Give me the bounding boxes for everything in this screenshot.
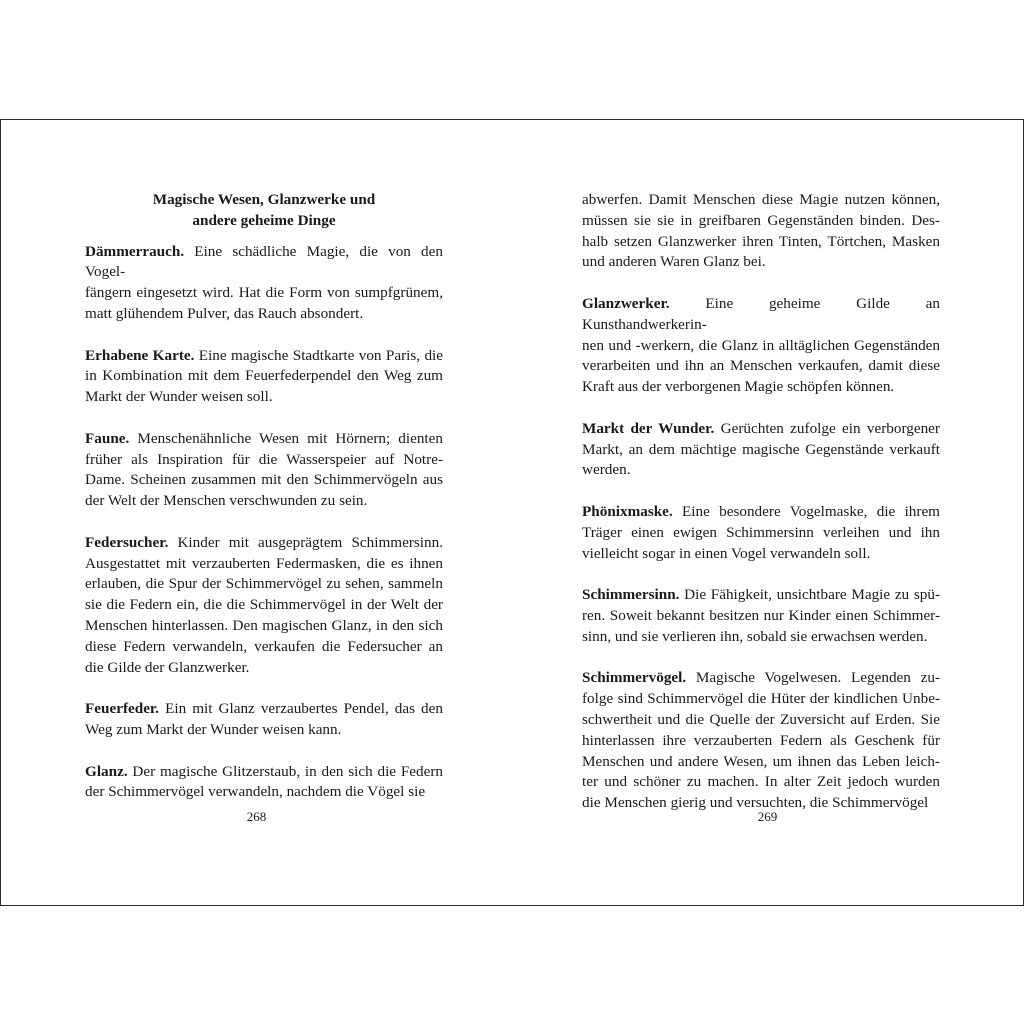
entry-line: diese Federn verwandeln, verkaufen die Federsucher an <box>85 637 443 655</box>
entry-term: Schimmervögel. <box>582 669 687 687</box>
entry-line: werden. <box>582 461 631 479</box>
entry-line: Markt der Wunder. Gerüchten zufolge ein verborgener <box>582 419 940 437</box>
entry-line: Schimmersinn. Die Fähigkeit, unsichtbare Magie zu spü- <box>582 586 940 604</box>
entry-line: Feuerfeder. Ein mit Glanz verzaubertes Pendel, das den <box>85 700 443 718</box>
entry-line: Federsucher. Kinder mit ausgeprägtem Schimmersinn. <box>85 533 443 551</box>
entry-line: ren. Soweit bekannt besitzen nur Kinder einen Schimmer- <box>582 606 940 624</box>
entry-line: früher als Inspiration für die Wasserspeier auf Notre- <box>85 450 443 468</box>
entry-term: Glanzwerker. <box>582 294 670 312</box>
glossary-entry <box>582 502 940 564</box>
entry-line: Menschen und andere Wesen, um ihnen das Leben leich- <box>582 752 940 770</box>
entry-line: verarbeiten und ihn an Menschen verkaufen, damit diese <box>582 357 940 375</box>
page-number: 268 <box>246 809 267 824</box>
glossary-entry <box>85 762 443 804</box>
glossary-entry <box>85 346 443 408</box>
glossary-entry <box>582 190 940 273</box>
entry-line: Ausgestattet mit verzauberten Federmasken, die es ihnen <box>85 554 443 572</box>
entry-line: der Schimmervögel verwandeln, nachdem die Vögel sie <box>85 783 426 801</box>
entry-line: ter und schöner zu machen. In alter Zeit jedoch wurden <box>582 773 940 791</box>
title-line: andere geheime Dinge <box>192 211 336 229</box>
entry-line: abwerfen. Damit Menschen diese Magie nutzen können, <box>582 191 940 208</box>
entry-line: der Welt der Menschen verschwunden zu sein. <box>85 492 368 510</box>
entry-line: folge sind Schimmervögel die Hüter der kindlichen Unbe- <box>582 690 940 708</box>
entry-line: Phönixmaske. Eine besondere Vogelmaske, die ihrem <box>582 502 940 520</box>
left-page <box>0 120 512 905</box>
entry-line: und anderen Waren Glanz bei. <box>582 253 766 271</box>
entry-term: Feuerfeder. <box>85 700 160 718</box>
entry-line: müssen sie sie in greifbaren Gegenständen binden. Des- <box>582 211 940 229</box>
entry-line: halb setzen Glanzwerker ihren Tinten, Törtchen, Masken <box>582 232 940 250</box>
entry-line: sinn, und sie verlieren ihn, sobald sie erwachsen werden. <box>582 627 928 645</box>
entry-term: Phönixmaske. <box>582 502 673 520</box>
entry-line: Kraft aus der verborgenen Magie schöpfen können. <box>582 378 895 396</box>
entry-line: Menschen hinterlassen. Den magischen Glanz, in den sich <box>85 616 443 634</box>
entry-line: Träger einen ewigen Schimmersinn verleihen und ihn <box>582 523 940 541</box>
entry-term: Schimmersinn. <box>582 586 680 604</box>
entry-line: Schimmervögel. Magische Vogelwesen. Legenden zu- <box>582 669 940 687</box>
glossary-entry <box>85 533 443 679</box>
entry-term: Federsucher. <box>85 533 169 551</box>
glossary-entry <box>582 294 940 398</box>
glossary-entry <box>85 429 443 512</box>
glossary-entry <box>582 419 940 481</box>
entry-line: Faune. Menschenähnliche Wesen mit Hörnern; dienten <box>85 429 443 447</box>
entry-line: fängern eingesetzt wird. Hat die Form von sumpfgrünem, <box>85 284 443 302</box>
entry-line: sie die Federn ein, die die Schimmervögel in der Welt der <box>85 596 443 614</box>
glossary-entry <box>85 242 443 325</box>
entry-term: Dämmerrauch. <box>85 242 185 260</box>
glossary-entry <box>582 585 940 647</box>
entry-line: schwertheit und die Quelle der Zuversicht auf Erden. Sie <box>582 710 940 728</box>
right-page-text <box>582 190 940 835</box>
left-entries <box>85 242 443 804</box>
glossary-entry <box>582 668 940 814</box>
left-page-text <box>85 190 443 824</box>
entry-line: Dame. Scheinen zusammen mit den Schimmervögeln aus <box>85 471 443 489</box>
book-spread <box>0 119 1024 906</box>
entry-term: Glanz. <box>85 762 128 780</box>
right-page <box>512 120 1024 905</box>
entry-line: nen und -werkern, die Glanz in alltäglichen Gegenständen <box>582 336 940 354</box>
entry-line: die Gilde der Glanzwerker. <box>85 658 250 676</box>
entry-line: matt glühendem Pulver, das Rauch absondert. <box>85 304 364 322</box>
entry-line: Erhabene Karte. Eine magische Stadtkarte von Paris, die <box>85 346 444 364</box>
entry-line: hinterlassen ihre verzauberten Federn als Geschenk für <box>582 731 940 749</box>
entry-line: vielleicht sogar in einen Vogel verwandeln soll. <box>582 544 871 562</box>
entry-term: Erhabene Karte. <box>85 346 195 364</box>
entry-line: in Kombination mit dem Feuerfederpendel den Weg zum <box>85 367 443 385</box>
entry-term: Markt der Wunder. <box>582 419 715 437</box>
entry-line: Glanzwerker. Eine geheime Gilde an Kunsthandwerkerin- <box>582 294 940 333</box>
entry-line: Markt, an dem mächtige magische Gegenstände verkauft <box>582 440 940 458</box>
page-number: 269 <box>757 809 778 824</box>
entry-line: Markt der Wunder weisen soll. <box>85 388 273 406</box>
entry-term: Faune. <box>85 429 130 447</box>
entry-line: Weg zum Markt der Wunder weisen kann. <box>85 720 342 738</box>
entry-line: Glanz. Der magische Glitzerstaub, in den sich die Federn <box>85 762 443 780</box>
glossary-entry <box>85 699 443 741</box>
glossary-title <box>85 190 443 232</box>
right-entries <box>582 190 940 814</box>
entry-line: Dämmerrauch. Eine schädliche Magie, die von den Vogel- <box>85 242 443 281</box>
entry-line: erlauben, die Spur der Schimmervögel zu sehen, sammeln <box>85 575 443 593</box>
entry-line: die Menschen gierig und versuchten, die Schimmervögel <box>582 794 929 812</box>
title-line: Magische Wesen, Glanzwerke und <box>152 191 376 208</box>
